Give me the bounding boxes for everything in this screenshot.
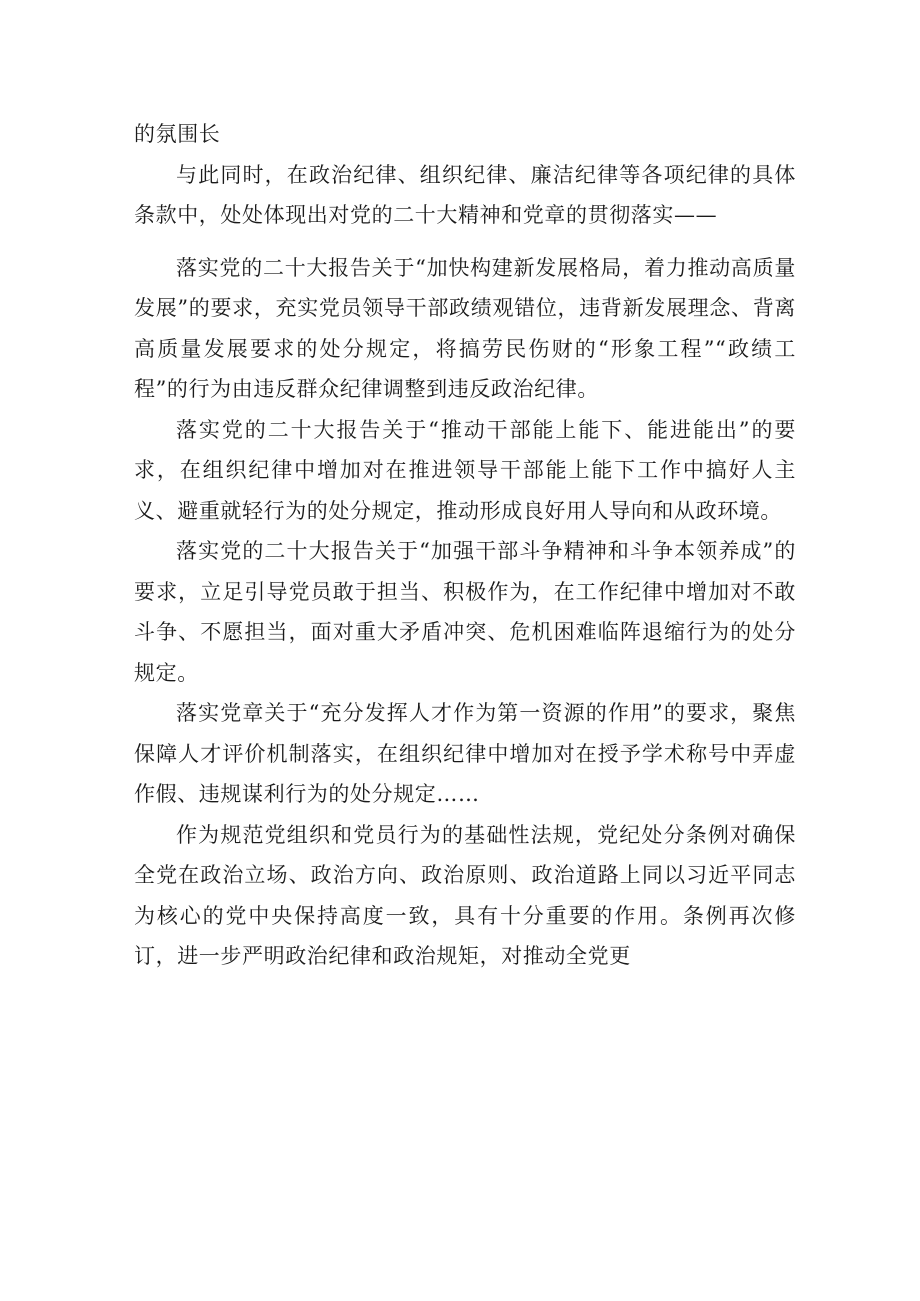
paragraph-cadre-promotion: 落实党的二十大报告关于“推动干部能上能下、能进能出”的要求，在组织纪律中增加对在推进领导干部能上能下工作中搞好人主义、避重就轻行为的处分规定，推动形成良好用人导向和从政环境。 xyxy=(134,417,796,523)
paragraph-continuation: 的氛围长 xyxy=(134,122,221,146)
paragraph-talent: 落实党章关于“充分发挥人才作为第一资源的作用”的要求，聚焦保障人才评价机制落实，在组织纪律中增加对在授予学术称号中弄虚作假、违规谋利行为的处分规定…… xyxy=(134,701,796,806)
paragraph-regulation: 作为规范党组织和党员行为的基础性法规，党纪处分条例对确保全党在政治立场、政治方向、政治原则、政治道路上同以习近平同志为核心的党中央保持高度一致，具有十分重要的作用。条例再次修订，进一步严明政治纪律和政治规矩，对推动全党更 xyxy=(134,822,796,968)
paragraph-fighting-spirit: 落实党的二十大报告关于“加强干部斗争精神和斗争本领养成”的要求，立足引导党员敢于担当、积极作为，在工作纪律中增加对不敢斗争、不愿担当，面对重大矛盾冲突、危机困难临阵退缩行为的处分规定。 xyxy=(134,539,796,685)
document-body xyxy=(134,114,796,977)
paragraph-development: 落实党的二十大报告关于“加快构建新发展格局，着力推动高质量发展”的要求，充实党员领导干部政绩观错位，违背新发展理念、背离高质量发展要求的处分规定，将搞劳民伤财的“形象工程”“政绩工程”的行为由违反群众纪律调整到违反政治纪律。 xyxy=(134,255,796,401)
paragraph-intro: 与此同时，在政治纪律、组织纪律、廉洁纪律等各项纪律的具体条款中，处处体现出对党的二十大精神和党章的贯彻落实—— xyxy=(134,162,796,227)
